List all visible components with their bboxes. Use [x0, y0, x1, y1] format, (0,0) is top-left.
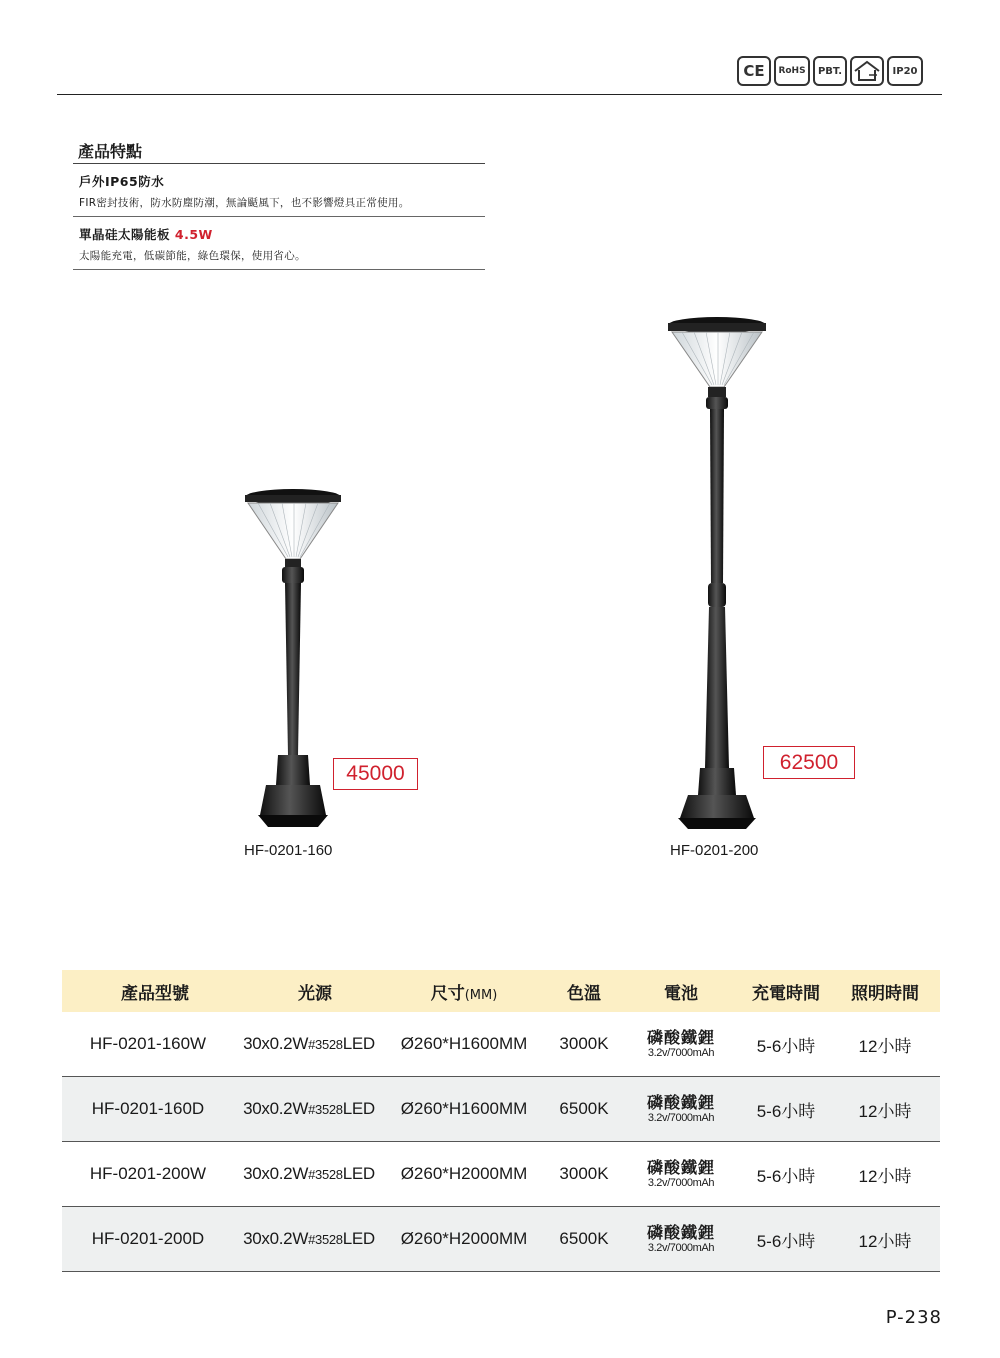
cell-charge: 5-6小時	[756, 1166, 816, 1186]
rohs-mark: RoHS	[774, 56, 810, 86]
feature-title	[79, 172, 485, 190]
cell-battery	[624, 1030, 738, 1059]
cell-light-a: 30x0.2W	[243, 1034, 309, 1053]
cell-temp: 6500K	[559, 1099, 609, 1118]
cell-model: HF-0201-160D	[91, 1099, 205, 1118]
cell-light-a: 30x0.2W	[243, 1099, 309, 1118]
certification-badges	[737, 56, 923, 86]
header-color-temp: 色溫	[567, 983, 601, 1004]
feature-desc: 太陽能充電，低碳節能，綠色環保，使用省心。	[79, 250, 306, 262]
cell-battery	[624, 1225, 738, 1254]
lamp-160-image	[238, 485, 348, 830]
header-size-unit: (MM)	[464, 987, 498, 1003]
product-features	[73, 139, 485, 270]
cell-model: HF-0201-200W	[89, 1164, 207, 1183]
header-divider	[57, 94, 942, 95]
table-row	[62, 1207, 940, 1272]
battery-type: 磷酸鐵鋰	[646, 1029, 715, 1047]
ip20-mark: IP20	[887, 56, 923, 86]
lamp-200-image	[664, 313, 774, 833]
cell-light	[234, 1229, 384, 1249]
header-model: 產品型號	[121, 983, 189, 1004]
cell-light-a: 30x0.2W	[243, 1229, 309, 1248]
cell-hours: 12小時	[858, 1101, 912, 1121]
battery-spec: 3.2v/7000mAh	[647, 1241, 715, 1254]
header-light-source: 光源	[298, 983, 332, 1004]
cell-light-b: #3528	[308, 1102, 343, 1117]
feature-title-text: 戶外IP65防水	[79, 174, 165, 189]
cell-charge: 5-6小時	[756, 1231, 816, 1251]
cell-size: Ø260*H1600MM	[400, 1099, 528, 1118]
spec-table	[62, 970, 940, 1272]
cell-light-c: LED	[342, 1099, 375, 1118]
product-model-label: HF-0201-160	[244, 842, 333, 859]
price-tag: 62500	[763, 746, 855, 779]
price-tag: 45000	[333, 758, 418, 790]
table-row	[62, 1077, 940, 1142]
cell-light-b: #3528	[308, 1232, 343, 1247]
cell-size: Ø260*H2000MM	[400, 1229, 528, 1248]
header-battery: 電池	[664, 983, 698, 1004]
table-row	[62, 1012, 940, 1077]
cell-model: HF-0201-160W	[89, 1034, 207, 1053]
spec-table-header	[62, 970, 940, 1012]
cell-temp: 3000K	[559, 1164, 609, 1183]
cell-light-c: LED	[342, 1034, 375, 1053]
battery-type: 磷酸鐵鋰	[646, 1224, 715, 1242]
feature-title	[79, 225, 485, 243]
cell-temp: 3000K	[559, 1034, 609, 1053]
cell-light	[234, 1034, 384, 1054]
cell-light-b: #3528	[308, 1037, 343, 1052]
solar-watt-value: 4.5W	[174, 227, 213, 242]
features-heading: 產品特點	[78, 142, 143, 161]
cell-size: Ø260*H2000MM	[400, 1164, 528, 1183]
product-model-label: HF-0201-200	[670, 842, 759, 859]
ce-mark: CE	[737, 56, 771, 86]
cell-model: HF-0201-200D	[91, 1229, 205, 1248]
cell-battery	[624, 1160, 738, 1189]
feature-item	[73, 217, 485, 270]
cell-light	[234, 1164, 384, 1184]
cell-hours: 12小時	[858, 1231, 912, 1251]
feature-desc: FIR密封技術，防水防塵防潮，無論颳風下，也不影響燈具正常使用。	[79, 197, 410, 209]
cell-battery	[624, 1095, 738, 1124]
header-lighting-time: 照明時間	[851, 983, 919, 1004]
cell-light-c: LED	[342, 1164, 375, 1183]
table-row	[62, 1142, 940, 1207]
cell-light-b: #3528	[308, 1167, 343, 1182]
cell-charge: 5-6小時	[756, 1101, 816, 1121]
header-size	[384, 979, 544, 1004]
battery-spec: 3.2v/7000mAh	[647, 1176, 715, 1189]
cell-hours: 12小時	[858, 1036, 912, 1056]
feature-title-text: 單晶硅太陽能板	[79, 227, 171, 242]
header-size-label: 尺寸	[430, 983, 465, 1004]
cell-light-c: LED	[342, 1229, 375, 1248]
header-charge-time: 充電時間	[752, 983, 820, 1004]
cell-charge: 5-6小時	[756, 1036, 816, 1056]
cell-temp: 6500K	[559, 1229, 609, 1248]
cell-hours: 12小時	[858, 1166, 912, 1186]
cell-light	[234, 1099, 384, 1119]
page-number: P-238	[885, 1307, 942, 1328]
battery-spec: 3.2v/7000mAh	[647, 1046, 715, 1059]
feature-item	[73, 164, 485, 217]
battery-type: 磷酸鐵鋰	[646, 1094, 715, 1112]
battery-spec: 3.2v/7000mAh	[647, 1111, 715, 1124]
pbt-mark: PBT.	[813, 56, 847, 86]
battery-type: 磷酸鐵鋰	[646, 1159, 715, 1177]
indoor-house-icon	[850, 56, 884, 86]
cell-size: Ø260*H1600MM	[400, 1034, 528, 1053]
cell-light-a: 30x0.2W	[243, 1164, 309, 1183]
